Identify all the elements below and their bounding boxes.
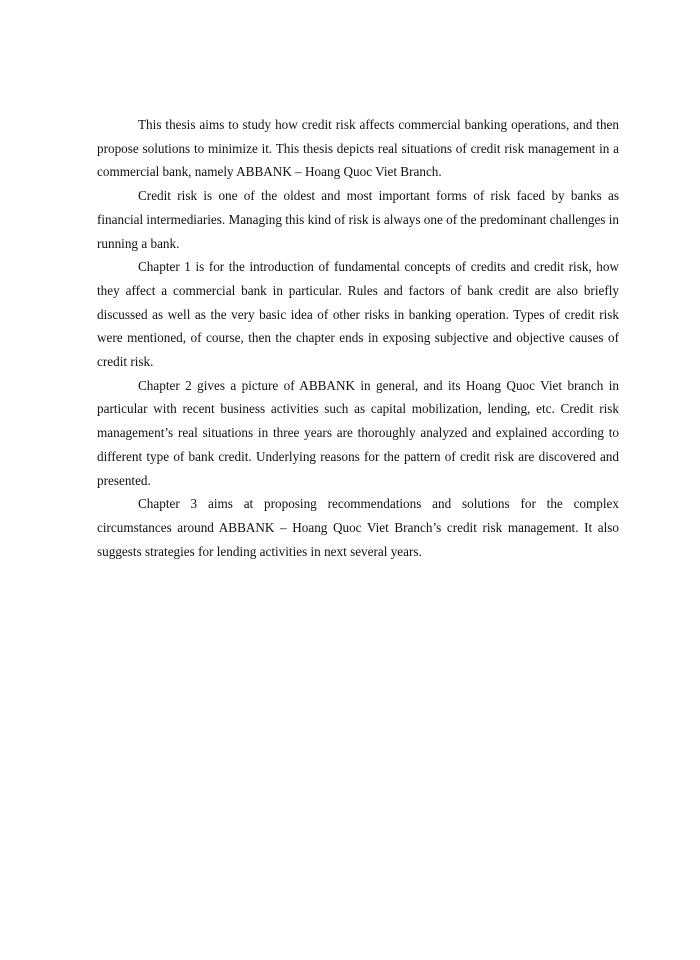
paragraph-chapter-3: Chapter 3 aims at proposing recommendations and solutions for the complex circumstances around ABBANK – Hoang Quoc Viet Branch’s credit risk management. It also suggests strategies for lending activities in next several years. xyxy=(97,496,619,559)
abstract-body xyxy=(97,113,619,563)
paragraph-credit-risk-overview: Credit risk is one of the oldest and most important forms of risk faced by banks as financial intermediaries. Managing this kind of risk is always one of the predominant challenges in running a bank. xyxy=(97,188,619,251)
paragraph-chapter-1: Chapter 1 is for the introduction of fundamental concepts of credits and credit risk, how they affect a commercial bank in particular. Rules and factors of bank credit are also briefly discussed as well as the very basic idea of other risks in banking operation. Types of credit risk were mentioned, of course, then the chapter ends in exposing subjective and objective causes of credit risk. xyxy=(97,259,619,370)
paragraph-chapter-2: Chapter 2 gives a picture of ABBANK in general, and its Hoang Quoc Viet branch in particular with recent business activities such as capital mobilization, lending, etc. Credit risk management’s real situations in three years are thoroughly analyzed and explained according to different type of bank credit. Underlying reasons for the pattern of credit risk are discovered and presented. xyxy=(97,377,619,488)
paragraph-thesis-aim: This thesis aims to study how credit risk affects commercial banking operations, and then propose solutions to minimize it. This thesis depicts real situations of credit risk management in a commercial bank, namely ABBANK – Hoang Quoc Viet Branch. xyxy=(97,117,619,180)
